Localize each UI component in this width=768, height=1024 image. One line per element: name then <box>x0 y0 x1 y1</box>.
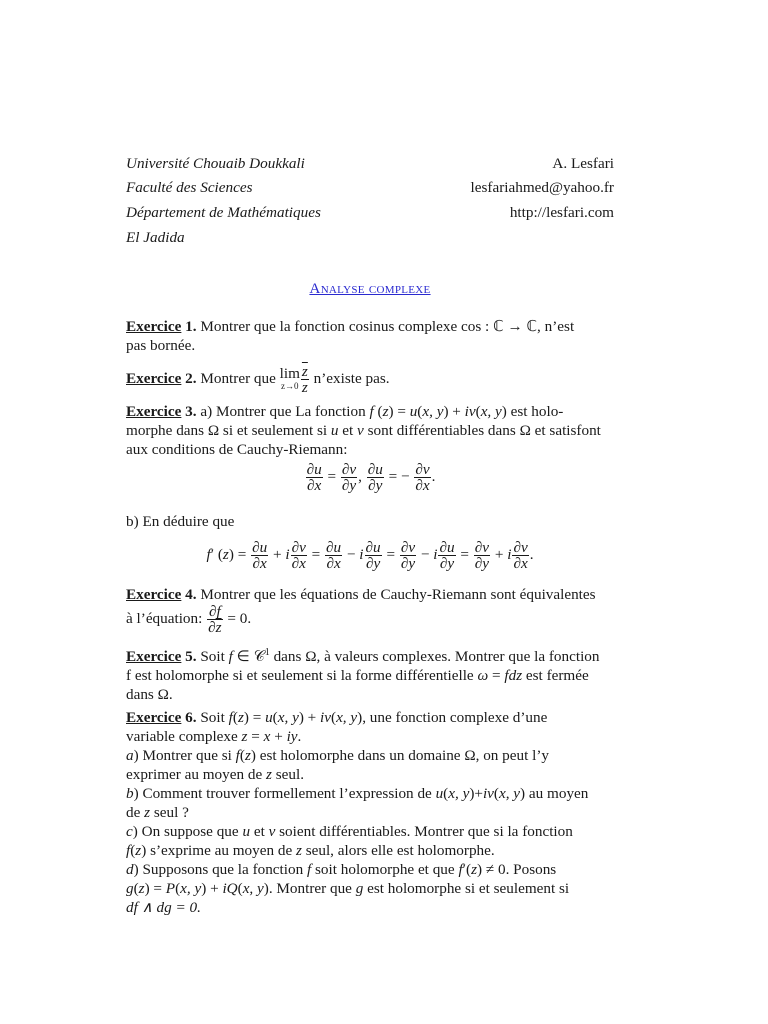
exercise-text: est holomorphe dans un domaine Ω, on peut l’y <box>259 747 550 764</box>
exercise-6: Exercice 6. Soit f(z) = u(x, y) + iv(x, y), une fonction complexe d’une variable complexe z = x + iy. a) Montrer que si f(z) est holomorphe dans un domaine Ω, on peut l’y exprimer au moyen de z seul. b) Comment trouver formellement l’expression de u(x, y)+iv(x, y) au moyen de z seul ? c) On suppose que u et v soient différentiables. Montrer que si la fonction f(z) s’exprime au moyen de z seul, alors elle est holomorphe. d) Supposons que la fonction f soit holomorphe et que f′(z) ≠ 0. Posons g(z) = P(x, y) + iQ(x, y). Montrer que g est holomorphe si et seulement si df ∧ dg = 0. <box>126 709 589 916</box>
exercise-text: est holo- <box>510 403 564 420</box>
exercise-number: 5. <box>185 648 197 666</box>
exercise-label: Exercice <box>126 648 182 666</box>
exercise-text: Montrer que si <box>142 747 232 764</box>
department-name: Département de Mathématiques <box>126 204 321 221</box>
exercise-text: Soit <box>200 648 225 666</box>
exercise-3b <box>126 512 614 531</box>
exercise-number: 6. <box>185 709 197 726</box>
exercise-text: soient différentiables. Montrer que si la fonction <box>279 823 573 840</box>
exercise-text: Posons <box>513 861 557 878</box>
exercise-text: et <box>253 823 265 840</box>
exercise-text: Montrer que <box>200 369 276 387</box>
exercise-text: variable complexe <box>126 728 238 745</box>
exercise-text: aux conditions de Cauchy-Riemann: <box>126 441 348 458</box>
exercise-1 <box>126 317 614 355</box>
exercise-number: 1. <box>185 318 197 335</box>
exercise-text: morphe dans Ω si et seulement si <box>126 422 328 439</box>
faculty-name: Faculté des Sciences <box>126 179 253 196</box>
exercise-text: f est holomorphe si et seulement si la forme différentielle <box>126 667 474 685</box>
exercise-4: Exercice 4. Montrer que les équations de Cauchy-Riemann sont équivalentes à l’équation: $\frac{\partial f}{\partial\overline{z}}$ = 0. <box>126 586 596 636</box>
exercise-3: Exercice 3. a) Montrer que La fonction f (z) = u(x, y) + iv(x, y) est holo- morphe dans Ω si et seulement si u et v sont différentiables dans Ω et satisfont aux conditions de Cauchy-Riemann: <box>126 403 601 458</box>
derivative-equation: f′ (z) = $\frac{\partial u}{\partial x}$ + i $\frac{\partial v}{\partial x}$ = $\frac{\partial u}{\partial x}$ − i $\frac{\partial u}{\partial y}$ = $\frac{\partial v}{\partial y}$ − i $\frac{\partial u}{\partial y}$ = $\frac{\partial v}{\partial y}$ + i $\frac{\partial v}{\partial x}$ . <box>206 539 534 572</box>
city-name: El Jadida <box>126 229 185 246</box>
exercise-text: df ∧ dg = 0. <box>126 899 201 916</box>
exercise-label: Exercice <box>126 709 182 726</box>
dbar-f-fraction: $\frac{\partial f}{\partial\overline{z}}$ <box>208 603 222 636</box>
exercise-text: a) Montrer que La fonction <box>200 403 366 420</box>
exercise-text: exprimer au moyen de <box>126 766 263 783</box>
exercise-number: 4. <box>185 586 197 603</box>
exercise-text: seul, alors elle est holomorphe. <box>305 842 495 859</box>
author-website: http://lesfari.com <box>509 204 614 221</box>
exercise-text: Supposons que la fonction <box>142 861 304 878</box>
exercise-text: de <box>126 804 141 821</box>
exercise-text: dans Ω, à valeurs complexes. Montrer que la fonction <box>273 648 600 666</box>
fraction-zbar-over-z: $\frac{\overline{z}}{z}$ <box>301 363 308 396</box>
exercise-text: au moyen <box>528 785 589 802</box>
university-name: Université Chouaib Doukkali <box>126 155 305 172</box>
cauchy-riemann-equations: $\frac{\partial u}{\partial x}$ = $\frac{\partial v}{\partial y}$ , $\frac{\partial u}{\partial y}$ = − $\frac{\partial v}{\partial x}$ . <box>306 461 436 494</box>
author-email: lesfariahmed@yahoo.fr <box>470 179 614 196</box>
exercise-text: , une fonction complexe d’une <box>362 709 548 726</box>
exercise-2 <box>126 364 614 395</box>
exercise-text: b) En déduire que <box>126 513 235 530</box>
limit-expression: lim z→0 <box>279 364 300 391</box>
math-expression: f <box>369 403 374 420</box>
exercise-5: Exercice 5. Soit f ∈ 𝒞$^1$ dans Ω, à valeurs complexes. Montrer que la fonction f est holomorphe si et seulement si la forme différentielle ω = fdz est fermée dans Ω. <box>126 647 600 704</box>
author-name: A. Lesfari <box>552 155 614 172</box>
exercise-label: Exercice <box>126 369 182 387</box>
exercise-text: Montrer que <box>276 880 352 897</box>
exercise-text: seul. <box>275 766 304 783</box>
exercise-text: n’existe pas. <box>313 369 390 387</box>
exercise-text: Comment trouver formellement l’expression de <box>142 785 432 802</box>
exercise-text: Soit <box>200 709 225 726</box>
exercise-label: Exercice <box>126 586 182 603</box>
page-title[interactable]: Analyse complexe <box>309 280 431 297</box>
exercise-label: Exercice <box>126 403 182 420</box>
exercise-text: sont différentiables dans Ω et satisfont <box>367 422 601 439</box>
exercise-text: est holomorphe si et seulement si <box>367 880 570 897</box>
exercise-text: seul ? <box>153 804 189 821</box>
exercise-number: 3. <box>185 403 197 420</box>
exercise-label: Exercice <box>126 318 182 335</box>
exercise-text: est fermée <box>525 667 589 685</box>
exercise-text: pas bornée. <box>126 337 196 354</box>
exercise-text: Montrer que les équations de Cauchy-Riemann sont équivalentes <box>200 586 596 603</box>
exercise-text: Montrer que la fonction cosinus complexe cos : ℂ → ℂ, n’est <box>200 318 575 335</box>
exercise-text: dans Ω. <box>126 686 173 704</box>
exercise-number: 2. <box>185 369 197 387</box>
exercise-text: s’exprime au moyen de <box>150 842 293 859</box>
exercise-text: à l’équation: <box>126 609 203 627</box>
exercise-text: soit holomorphe et que <box>315 861 455 878</box>
exercise-text: On suppose que <box>141 823 239 840</box>
